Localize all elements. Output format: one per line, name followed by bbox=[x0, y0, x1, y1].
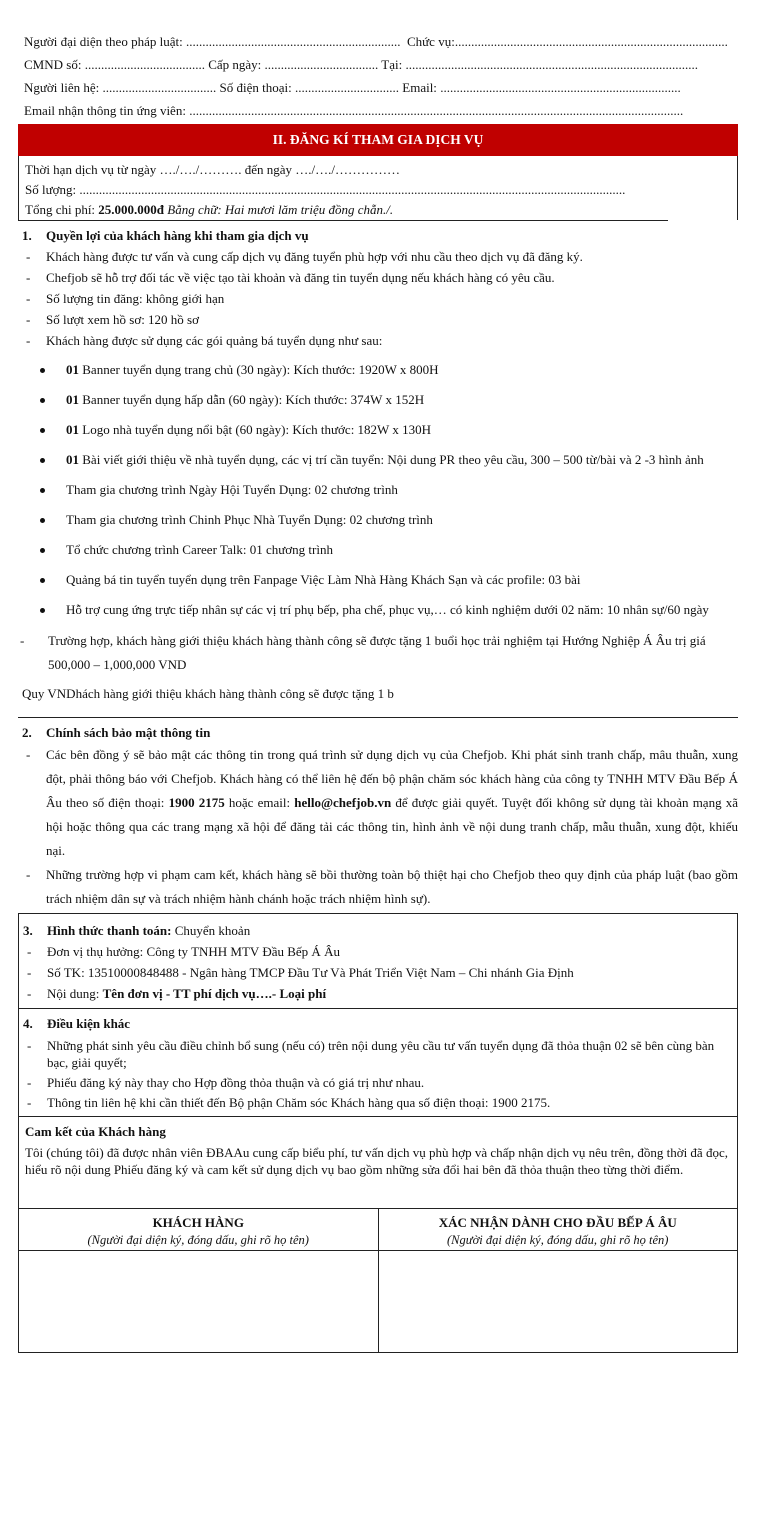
email-field[interactable]: .......................................................................... bbox=[440, 80, 681, 95]
bullet-dot-icon bbox=[40, 368, 45, 373]
package-item bbox=[18, 449, 738, 471]
total-amount: 25.000.000đ bbox=[98, 202, 165, 217]
legal-rep-field[interactable]: .................................................................. bbox=[185, 34, 401, 49]
dash-marker: - bbox=[26, 747, 31, 762]
quantity-row bbox=[19, 180, 737, 200]
id-row bbox=[18, 53, 738, 76]
bullet-dot-icon bbox=[40, 608, 45, 613]
package-item bbox=[18, 569, 738, 591]
dash-marker: - bbox=[26, 312, 31, 327]
candidate-email-field[interactable]: ........................................................................................................................................................ bbox=[189, 103, 684, 118]
phone-field[interactable]: ................................ bbox=[295, 80, 400, 95]
issue-date-label: Cấp ngày: bbox=[208, 57, 262, 72]
dash-marker: - bbox=[20, 633, 25, 648]
dash-marker: - bbox=[27, 1038, 32, 1053]
company-signature-header: XÁC NHẬN DÀNH CHO ĐẦU BẾP Á ÂU (Người đại diện ký, đóng dấu, ghi rõ họ tên) bbox=[378, 1209, 738, 1251]
legal-rep-row bbox=[18, 30, 738, 53]
commitment-title: Cam kết của Khách hàng bbox=[25, 1124, 166, 1139]
quantity-field[interactable]: ........................................................................................................................................................................ bbox=[79, 182, 626, 197]
service-duration[interactable]: Thời hạn dịch vụ từ ngày …./…./………. đến ngày …./…./…………… bbox=[25, 162, 400, 177]
package-item bbox=[18, 359, 738, 381]
package-text: Logo nhà tuyển dụng nổi bật (60 ngày): Kích thước: 182W x 130H bbox=[79, 422, 431, 437]
bullet-dot-icon bbox=[40, 518, 45, 523]
benefit-item bbox=[18, 309, 738, 330]
package-text: Tham gia chương trình Ngày Hội Tuyển Dụng: 02 chương trình bbox=[66, 482, 398, 497]
package-text: Quảng bá tin tuyển tuyển dụng trên Fanpage Việc Làm Nhà Hàng Khách Sạn và các profile: 03 bài bbox=[66, 572, 581, 587]
package-item bbox=[18, 479, 738, 501]
benefit-text: Khách hàng được tư vấn và cung cấp dịch vụ đăng tuyển phù hợp với nhu cầu theo dịch vụ đã đăng ký. bbox=[46, 249, 583, 264]
package-quantity: 01 bbox=[66, 392, 79, 407]
benefit-item bbox=[18, 246, 738, 267]
payment-item: - Đơn vị thụ hưởng: Công ty TNHH MTV Đầu Bếp Á Âu bbox=[19, 941, 737, 962]
section-banner: II. ĐĂNG KÍ THAM GIA DỊCH VỤ bbox=[18, 124, 738, 156]
id-label: CMND số: bbox=[24, 57, 82, 72]
dash-marker: - bbox=[26, 291, 31, 306]
total-row bbox=[19, 200, 737, 220]
signature-table bbox=[18, 1208, 738, 1353]
dash-marker: - bbox=[26, 867, 31, 882]
section-benefits bbox=[18, 225, 738, 705]
customer-signature-header: KHÁCH HÀNG (Người đại diện ký, đóng dấu, ghi rõ họ tên) bbox=[19, 1209, 379, 1251]
section-3-title: 3. Hình thức thanh toán: Chuyển khoản bbox=[23, 923, 251, 938]
package-item bbox=[18, 419, 738, 441]
section-2-title: 2. Chính sách bảo mật thông tin bbox=[22, 725, 211, 740]
section-other-conditions bbox=[18, 1008, 738, 1116]
privacy-item: - Những trường hợp vi phạm cam kết, khách hàng sẽ bồi thường toàn bộ thiệt hại cho Chefjob theo quy định của pháp luật (bao gồm trách nhiệm dân sự và trách nhiệm hành chánh hoặc trách nhiệm hình sự). bbox=[18, 863, 738, 911]
dash-marker: - bbox=[27, 1095, 32, 1110]
package-quantity: 01 bbox=[66, 452, 79, 467]
payment-item: - Số TK: 13510000848488 - Ngân hàng TMCP Đầu Tư Và Phát Triển Việt Nam – Chi nhánh Gia Định bbox=[19, 962, 737, 983]
condition-text: Thông tin liên hệ khi cần thiết đến Bộ phận Chăm sóc Khách hàng qua số điện thoại: 1900 2175. bbox=[47, 1095, 551, 1110]
issue-place-label: Tại: bbox=[381, 57, 403, 72]
condition-text: Phiếu đăng ký này thay cho Hợp đồng thỏa thuận và có giá trị như nhau. bbox=[47, 1075, 425, 1090]
bullet-dot-icon bbox=[40, 488, 45, 493]
candidate-email-label: Email nhận thông tin ứng viên: bbox=[24, 103, 186, 118]
quantity-label: Số lượng: bbox=[25, 182, 77, 197]
registration-form bbox=[18, 30, 738, 1353]
dash-marker: - bbox=[27, 944, 32, 959]
package-quantity: 01 bbox=[66, 422, 79, 437]
package-item bbox=[18, 539, 738, 561]
legal-rep-label: Người đại diện theo pháp luật: bbox=[24, 34, 183, 49]
section-1-title: 1. Quyền lợi của khách hàng khi tham gia dịch vụ bbox=[22, 228, 309, 243]
contact-row bbox=[18, 76, 738, 99]
package-text: Tham gia chương trình Chinh Phục Nhà Tuyển Dụng: 02 chương trình bbox=[66, 512, 433, 527]
package-text: Bài viết giới thiệu về nhà tuyển dụng, các vị trí cần tuyển: Nội dung PR theo yêu cầu, 300 – 500 từ/bài và 2 -3 hình ảnh bbox=[79, 452, 704, 467]
benefit-item bbox=[18, 267, 738, 288]
benefits-list bbox=[18, 246, 738, 351]
condition-item bbox=[19, 1037, 737, 1071]
total-words: Bằng chữ: Hai mươi lăm triệu đồng chẵn./. bbox=[167, 202, 394, 217]
dash-marker: - bbox=[27, 986, 32, 1001]
divider bbox=[18, 220, 668, 221]
benefit-item bbox=[18, 330, 738, 351]
benefit-text: Khách hàng được sử dụng các gói quảng bá tuyển dụng như sau: bbox=[46, 333, 383, 348]
package-quantity: 01 bbox=[66, 362, 79, 377]
promotion-packages-list bbox=[18, 359, 738, 621]
id-field[interactable]: ..................................... bbox=[84, 57, 205, 72]
condition-item bbox=[19, 1074, 737, 1091]
bullet-dot-icon bbox=[40, 398, 45, 403]
package-text: Banner tuyển dụng hấp dẫn (60 ngày): Kích thước: 374W x 152H bbox=[79, 392, 425, 407]
condition-item bbox=[19, 1094, 737, 1111]
bullet-dot-icon bbox=[40, 428, 45, 433]
bullet-dot-icon bbox=[40, 578, 45, 583]
dash-marker: - bbox=[26, 270, 31, 285]
conditions-list bbox=[19, 1037, 737, 1111]
referral-text: Trường hợp, khách hàng giới thiệu khách hàng thành công sẽ được tặng 1 buổi học trải nghiệm tại Hướng Nghiệp Á Âu trị giá 500,000 – 1,000,000 VND bbox=[48, 633, 706, 672]
contact-label: Người liên hệ: bbox=[24, 80, 100, 95]
contact-field[interactable]: ................................... bbox=[102, 80, 217, 95]
issue-place-field[interactable]: .......................................................................................... bbox=[405, 57, 698, 72]
dash-marker: - bbox=[26, 249, 31, 264]
payment-item: - Nội dung: Tên đơn vị - TT phí dịch vụ….- Loại phí bbox=[19, 983, 737, 1004]
benefit-text: Chefjob sẽ hỗ trợ đối tác về việc tạo tài khoản và đăng tin tuyển dụng nếu khách hàng có yêu cầu. bbox=[46, 270, 555, 285]
support-email[interactable]: hello@chefjob.vn bbox=[294, 795, 392, 810]
section-payment bbox=[18, 913, 738, 1008]
transfer-content: Tên đơn vị - TT phí dịch vụ….- Loại phí bbox=[102, 986, 327, 1001]
email-label: Email: bbox=[402, 80, 437, 95]
total-label: Tổng chi phí: bbox=[25, 202, 96, 217]
package-text: Tổ chức chương trình Career Talk: 01 chương trình bbox=[66, 542, 333, 557]
dash-marker: - bbox=[26, 333, 31, 348]
package-item bbox=[18, 509, 738, 531]
condition-text: Những phát sinh yêu cầu điều chỉnh bổ sung (nếu có) trên nội dung yêu cầu tư vấn tuyển dụng đã thỏa thuận 02 sẽ bên cùng bàn bạc, giải quyết; bbox=[47, 1038, 715, 1070]
benefit-text: Số lượng tin đăng: không giới hạn bbox=[46, 291, 225, 306]
customer-signature-box[interactable] bbox=[19, 1251, 379, 1353]
company-signature-box[interactable] bbox=[378, 1251, 738, 1353]
package-text: Hỗ trợ cung ứng trực tiếp nhân sự các vị trí phụ bếp, pha chế, phục vụ,… có kinh nghiệm dưới 02 năm: 10 nhân sự/60 ngày bbox=[66, 602, 709, 617]
position-field[interactable]: .................................................................................... bbox=[454, 34, 728, 49]
package-item bbox=[18, 389, 738, 411]
support-phone: 1900 2175 bbox=[168, 795, 225, 810]
package-item bbox=[18, 599, 738, 621]
phone-label: Số điện thoại: bbox=[219, 80, 292, 95]
benefit-text: Số lượt xem hồ sơ: 120 hồ sơ bbox=[46, 312, 199, 327]
stray-line: Quy VNDhách hàng giới thiệu khách hàng thành công sẽ được tặng 1 b bbox=[22, 686, 394, 701]
commitment-text: Tôi (chúng tôi) đã được nhân viên ĐBAAu cung cấp biểu phí, tư vấn dịch vụ phù hợp và chấp nhận dịch vụ nêu trên, đồng thời đã đọc, hiểu rõ nội dung Phiếu đăng ký và cam kết sử dụng dịch vụ bao gồm những sửa đổi hai bên đã thỏa thuận theo từng thời điểm. bbox=[25, 1145, 728, 1177]
candidate-email-row bbox=[18, 99, 738, 122]
dash-marker: - bbox=[27, 965, 32, 980]
referral-item bbox=[18, 629, 738, 677]
dash-marker: - bbox=[27, 1075, 32, 1090]
position-label: Chức vụ: bbox=[406, 34, 455, 49]
service-block bbox=[18, 156, 738, 220]
bullet-dot-icon bbox=[40, 548, 45, 553]
commitment-block bbox=[18, 1116, 738, 1208]
issue-date-field[interactable]: ................................... bbox=[264, 57, 379, 72]
benefit-item bbox=[18, 288, 738, 309]
section-privacy bbox=[18, 718, 738, 911]
privacy-item: - Các bên đồng ý sẽ bảo mật các thông tin trong quá trình sử dụng dịch vụ của Chefjob. Khi phát sinh tranh chấp, mâu thuẫn, xung đột, phải thông báo với Chefjob. Khách hàng có thể liên hệ đến bộ phận chăm sóc khách hàng của công ty TNHH MTV Đầu Bếp Á Âu theo số điện thoại: 1900 2175 hoặc email: hello@chefjob.vn để được giải quyết. Tuyệt đối không sử dụng tài khoản mạng xã hội hoặc thông qua các trang mạng xã hội để đăng tải các thông tin, hình ảnh về nội dung tranh chấp, mẫu thuẫn, xung đột, khiếu nại. bbox=[18, 743, 738, 863]
package-text: Banner tuyển dụng trang chủ (30 ngày): Kích thước: 1920W x 800H bbox=[79, 362, 439, 377]
bullet-dot-icon bbox=[40, 458, 45, 463]
section-4-title: 4. Điều kiện khác bbox=[23, 1016, 131, 1031]
